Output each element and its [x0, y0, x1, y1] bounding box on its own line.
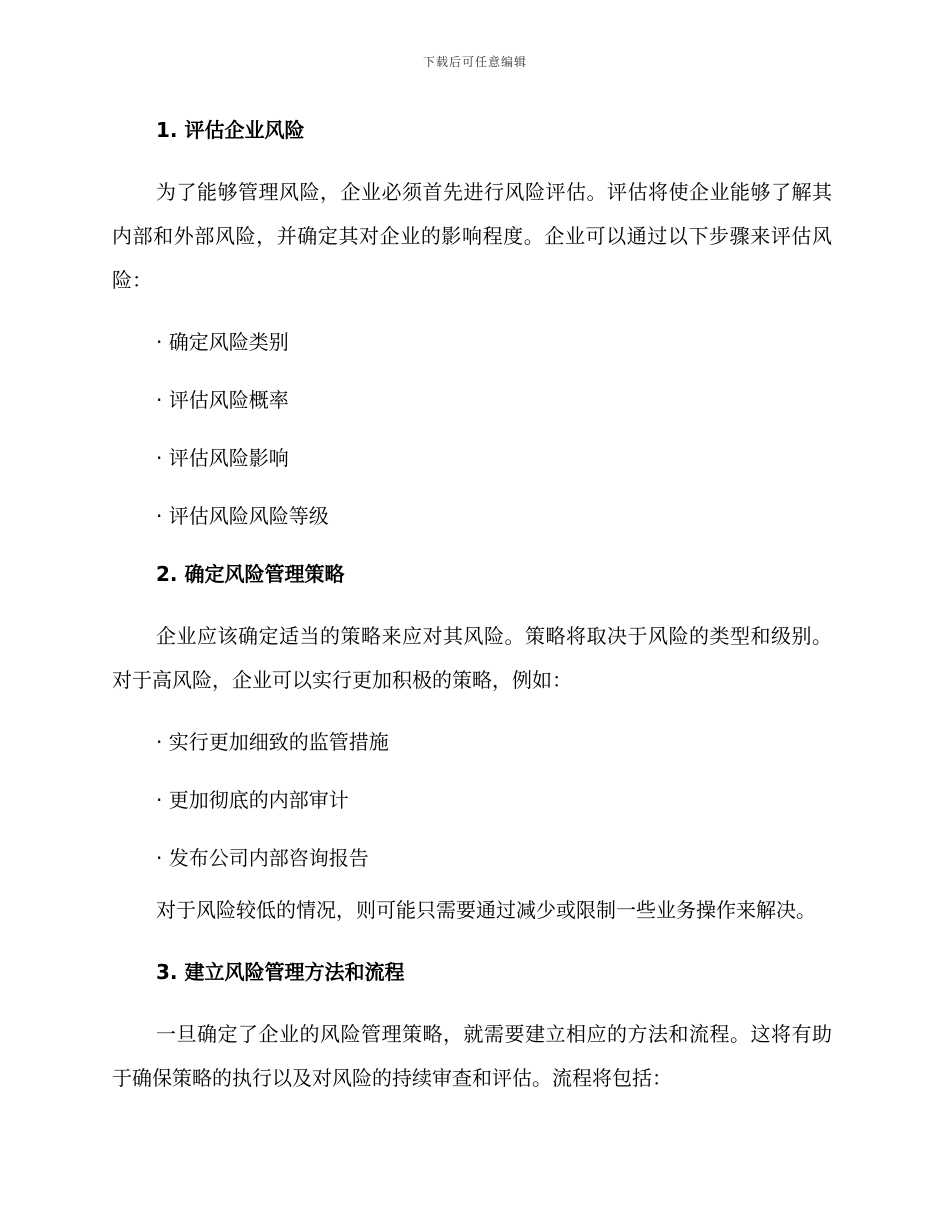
bullet-item: · 更加彻底的内部审计	[156, 788, 349, 812]
section-heading-1: 1. 评估企业风险	[156, 118, 305, 142]
section-heading-3: 3. 建立风险管理方法和流程	[156, 960, 405, 984]
bullet-item: · 发布公司内部咨询报告	[156, 846, 369, 870]
section-1-paragraph: 为了能够管理风险，企业必须首先进行风险评估。评估将使企业能够了解其内部和外部风险，并确定其对企业的影响程度。企业可以通过以下步骤来评估风险：	[112, 180, 832, 292]
document-body	[112, 112, 832, 1100]
bullet-item: · 评估风险风险等级	[156, 504, 329, 528]
bullet-item: · 实行更加细致的监管措施	[156, 730, 389, 754]
section-heading-2: 2. 确定风险管理策略	[156, 562, 345, 586]
bullet-item: · 评估风险影响	[156, 446, 289, 470]
section-2-paragraph: 企业应该确定适当的策略来应对其风险。策略将取决于风险的类型和级别。对于高风险，企业可以实行更加积极的策略，例如：	[112, 624, 832, 692]
page-header: 下载后可任意编辑	[422, 55, 527, 69]
section-3-paragraph: 一旦确定了企业的风险管理策略，就需要建立相应的方法和流程。这将有助于确保策略的执行以及对风险的持续审查和评估。流程将包括：	[112, 1022, 832, 1090]
bullet-item: · 确定风险类别	[156, 330, 289, 354]
bullet-item: · 评估风险概率	[156, 388, 289, 412]
section-2-closing-paragraph: 对于风险较低的情况，则可能只需要通过减少或限制一些业务操作来解决。	[156, 898, 816, 922]
